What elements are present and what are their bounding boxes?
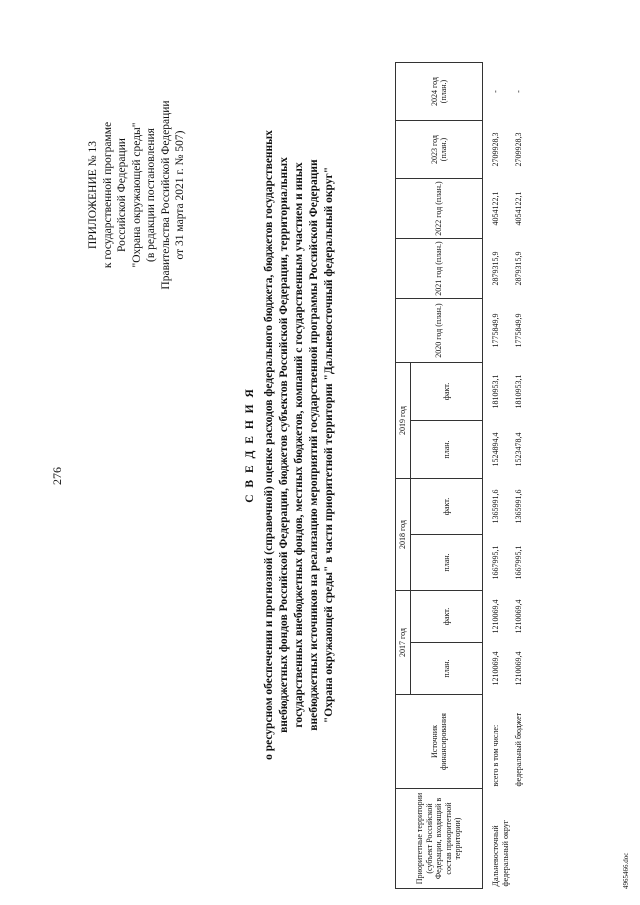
header-fact-2019: факт. — [411, 363, 483, 421]
header-plan-2019: план. — [411, 421, 483, 479]
source-cell: всего в том числе: — [491, 724, 500, 787]
header-2021: 2021 год (план.) — [396, 239, 483, 299]
header-fact-2017: факт. — [411, 591, 483, 643]
header-2022: 2022 год (план.) — [396, 179, 483, 239]
subtitle-line: о ресурсном обеспечении и прогнозной (справочной) оценке расходов федерального бюджета, бюджетов государственных — [263, 130, 275, 760]
appendix-block — [86, 45, 188, 345]
territory-cell: Дальневосточный федеральный округ — [491, 819, 510, 887]
value-cell: 2879315,9 — [514, 251, 523, 286]
header-2024: 2024 год (план.) — [396, 63, 483, 121]
value-cell: - — [491, 90, 500, 93]
subtitle-line: государственных внебюджетных фондов, местных бюджетов, компаний с государственным участием и иных — [293, 162, 305, 728]
appendix-line: ПРИЛОЖЕНИЕ № 13 — [87, 141, 99, 250]
appendix-line: Правительства Российской Федерации — [159, 100, 172, 290]
value-cell: 1365991,6 — [491, 489, 500, 524]
value-cell: 2879315,9 — [491, 251, 500, 286]
value-cell: 1810953,1 — [514, 374, 523, 409]
appendix-line: "Охрана окружающей среды" — [130, 122, 143, 268]
page-number: 276 — [50, 467, 64, 485]
source-cell: федеральный бюджет — [514, 712, 523, 787]
appendix-line: к государственной программе — [101, 121, 114, 269]
header-2019: 2019 год — [396, 363, 411, 479]
value-cell: 1810953,1 — [491, 374, 500, 409]
value-cell: 2709928,3 — [491, 132, 500, 167]
subtitle-line: внебюджетных источников на реализацию мероприятий государственной программы Российской Федерации — [308, 159, 320, 731]
value-cell: 4054122,1 — [491, 191, 500, 226]
appendix-line: (в редакции постановления — [145, 128, 157, 262]
appendix-line: от 31 марта 2021 г. № 507) — [174, 130, 186, 260]
value-cell: 1210069,4 — [514, 599, 523, 634]
subtitle-line: "Охрана окружающей среды" в части приоритетной территории "Дальневосточный федеральный округ" — [323, 166, 335, 724]
value-cell: - — [514, 90, 523, 93]
value-cell: 1523478,4 — [514, 432, 523, 467]
resource-table — [395, 62, 535, 889]
table-row — [483, 63, 509, 889]
value-cell: 4054122,1 — [514, 191, 523, 226]
value-cell: 1210069,4 — [514, 651, 523, 686]
value-cell: 1667995,1 — [491, 545, 500, 580]
value-cell: 1210069,4 — [491, 651, 500, 686]
header-plan-2018: план. — [411, 535, 483, 591]
document-subtitle — [262, 25, 337, 865]
value-cell: 1667995,1 — [514, 545, 523, 580]
value-cell: 1210069,4 — [491, 599, 500, 634]
value-cell: 1524894,4 — [491, 432, 500, 467]
header-fact-2018: факт. — [411, 479, 483, 535]
footer-doc-code: 4965466.doc — [622, 852, 630, 889]
value-cell: 2709928,3 — [514, 132, 523, 167]
document-title: С В Е Д Е Н И Я — [244, 387, 256, 503]
value-cell: 1775849,9 — [491, 313, 500, 348]
value-cell: 1775849,9 — [514, 313, 523, 348]
subtitle-line: внебюджетных фондов Российской Федерации, бюджетов субъектов Российской Федерации, территориальных — [278, 157, 290, 733]
header-2020: 2020 год (план.) — [396, 299, 483, 363]
appendix-line: Российской Федерации — [116, 138, 128, 252]
header-territory: Приоритетные территории (субъект Российской Федерации, входящий в состав приоритетной территории) — [396, 789, 483, 889]
header-plan-2017: план. — [411, 643, 483, 695]
header-source: Источник финансирования — [396, 695, 483, 789]
header-2023: 2023 год (план.) — [396, 121, 483, 179]
table-row — [508, 63, 535, 889]
header-2017: 2017 год — [396, 591, 411, 695]
value-cell: 1365991,6 — [514, 489, 523, 524]
header-2018: 2018 год — [396, 479, 411, 591]
